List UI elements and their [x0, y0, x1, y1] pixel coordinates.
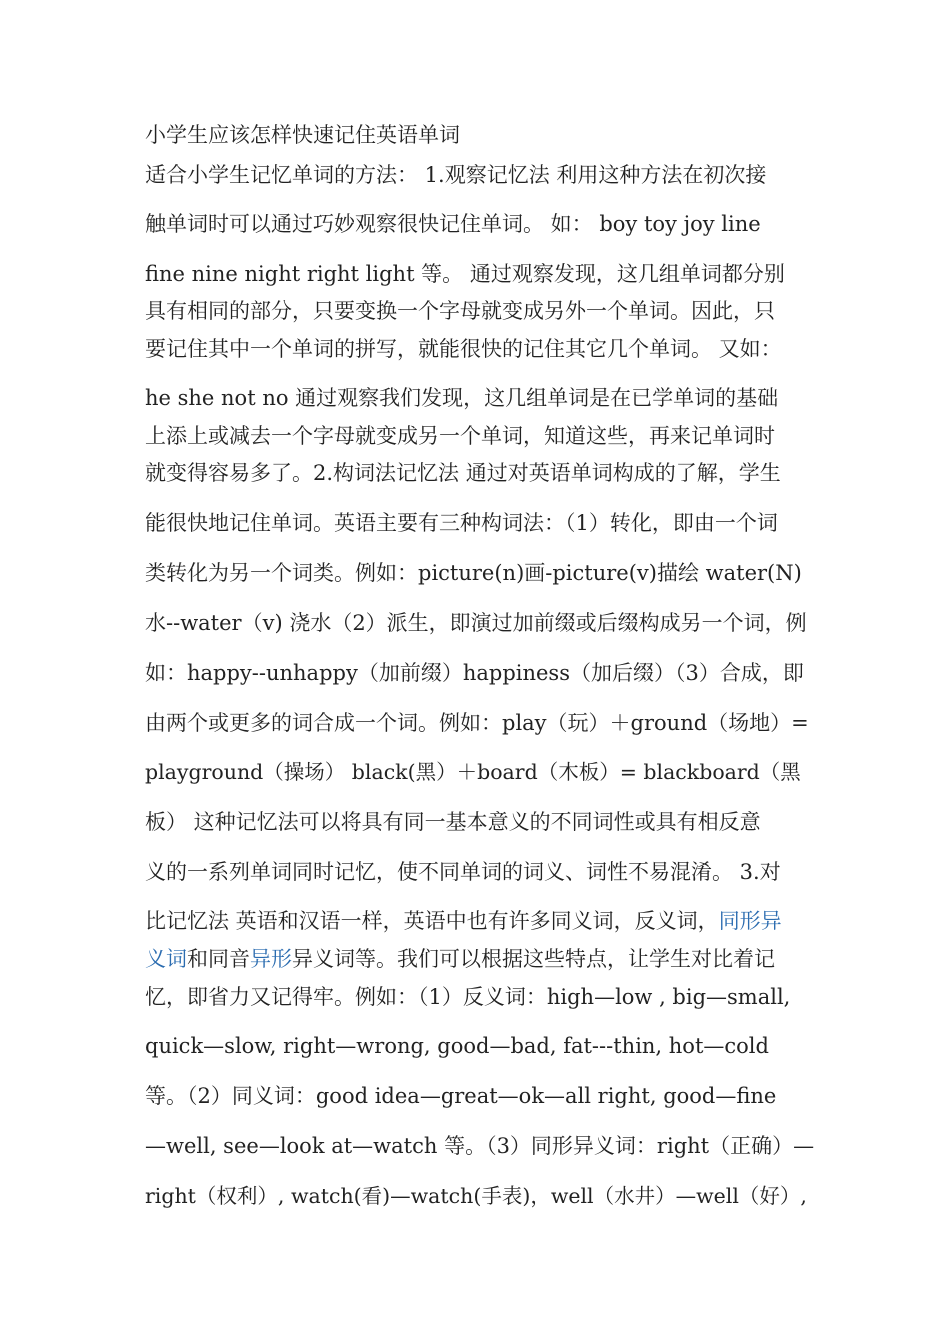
paragraph-line: 能很快地记住单词。英语主要有三种构词法：（1）转化，即由一个词 — [145, 511, 778, 535]
paragraph-line: 如：happy--unhappy（加前缀）happiness（加后缀）（3）合成，即 — [145, 661, 804, 685]
paragraph-line: 水--water（v) 浇水（2）派生，即演过加前缀或后缀构成另一个词，例 — [145, 611, 807, 635]
paragraph-line: 等。（2）同义词：good idea—great—ok—all right, good—fine — [145, 1084, 777, 1108]
paragraph-line — [145, 907, 815, 935]
paragraph-line: playground（操场） black(黑）＋board（木板）= blackboard（黑 — [145, 760, 801, 784]
text-segment: 异义词等。我们可以根据这些特点，让学生对比着记 — [292, 947, 775, 971]
text-segment: 比记忆法 英语和汉语一样，英语中也有许多同义词，反义词， — [145, 909, 719, 933]
link-heteromorph[interactable]: 异形 — [250, 947, 292, 971]
paragraph-line: 类转化为另一个词类。例如：picture(n)画-picture(v)描绘 water(N) — [145, 561, 802, 585]
paragraph-line: quick—slow, right—wrong, good—bad, fat---thin, hot—cold — [145, 1034, 769, 1058]
paragraph-line: fine nine night right light 等。 通过观察发现，这几组单词都分别 — [145, 262, 785, 286]
text-segment: 和同音 — [187, 947, 250, 971]
paragraph-line: 具有相同的部分，只要变换一个字母就变成另外一个单词。因此，只 — [145, 299, 775, 323]
paragraph-line: 上添上或减去一个字母就变成另一个单词，知道这些，再来记单词时 — [145, 424, 775, 448]
paragraph-line: 忆，即省力又记得牢。例如：（1）反义词：high—low , big—small, — [145, 985, 791, 1009]
paragraph-line: —well, see—look at—watch 等。（3）同形异义词：right（正确）— — [145, 1134, 815, 1158]
paragraph-line — [145, 945, 815, 973]
paragraph-line: he she not no 通过观察我们发现，这几组单词是在已学单词的基础 — [145, 386, 779, 410]
paragraph-line: 适合小学生记忆单词的方法： 1.观察记忆法 利用这种方法在初次接 — [145, 163, 767, 187]
paragraph-line: 由两个或更多的词合成一个词。例如：play（玩）＋ground（场地）= — [145, 711, 809, 735]
paragraph-line: 板） 这种记忆法可以将具有同一基本意义的不同词性或具有相反意 — [145, 810, 761, 834]
paragraph-line: right（权利）, watch(看)—watch(手表)，well（水井）—well（好）, — [145, 1184, 807, 1208]
document-title: 小学生应该怎样快速记住英语单词 — [145, 123, 460, 147]
paragraph-line: 触单词时可以通过巧妙观察很快记住单词。 如： boy toy joy line — [145, 212, 761, 236]
link-synonym-homograph-cont[interactable]: 义词 — [145, 947, 187, 971]
paragraph-line: 义的一系列单词同时记忆，使不同单词的词义、词性不易混淆。 3.对 — [145, 860, 781, 884]
link-synonym-homograph[interactable]: 同形异 — [718, 909, 782, 933]
paragraph-line: 要记住其中一个单词的拼写，就能很快的记住其它几个单词。 又如： — [145, 337, 782, 361]
paragraph-line: 就变得容易多了。2.构词法记忆法 通过对英语单词构成的了解，学生 — [145, 461, 781, 485]
